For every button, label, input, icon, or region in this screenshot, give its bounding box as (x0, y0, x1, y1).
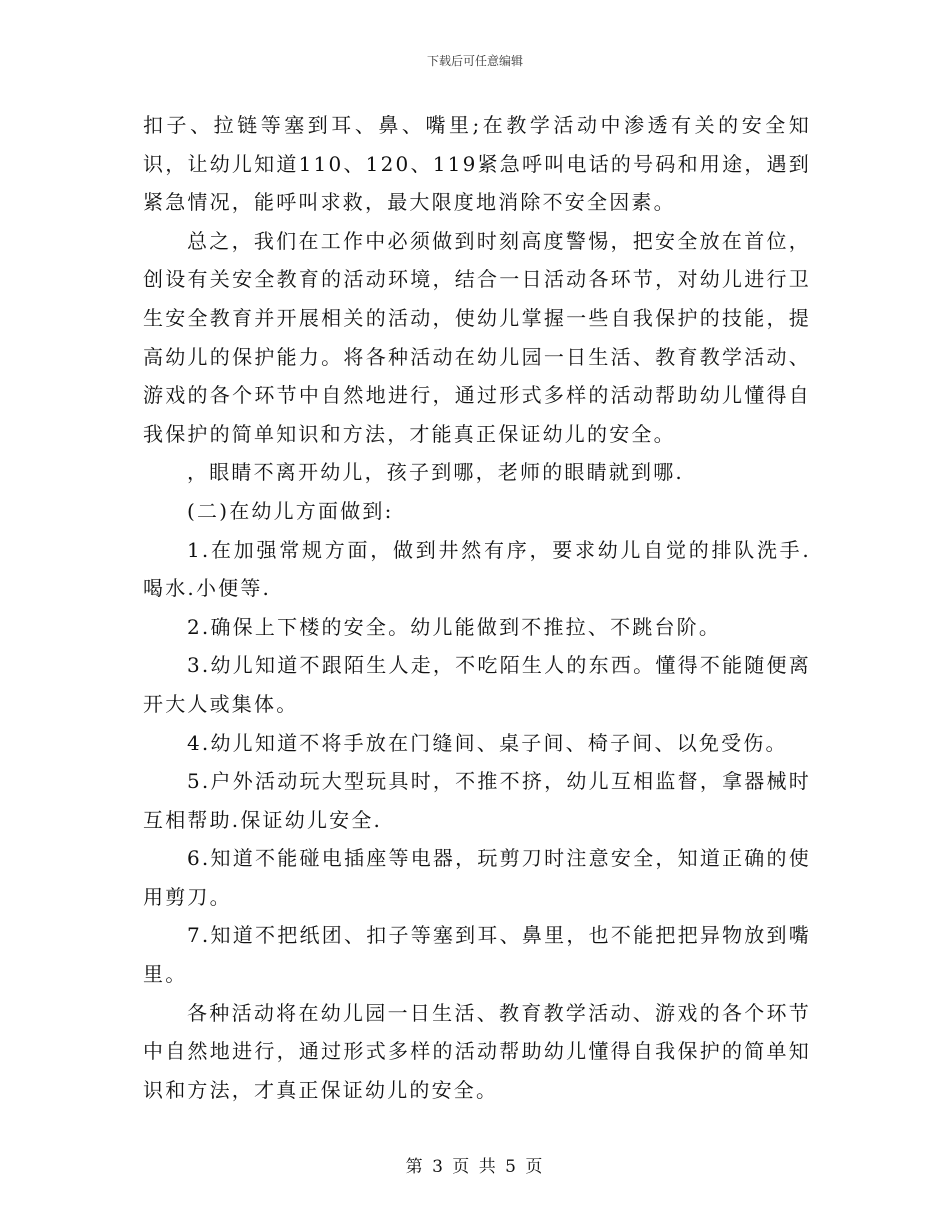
page-number: 第 3 页 共 5 页 (405, 1157, 545, 1177)
paragraph-summary: 总之，我们在工作中必须做到时刻高度警惕，把安全放在首位，创设有关安全教育的活动环境，结合一日活动各环节，对幼儿进行卫生安全教育并开展相关的活动，使幼儿掌握一些自我保护的技能，提高幼儿的保护能力。将各种活动在幼儿园一日生活、教育教学活动、游戏的各个环节中自然地进行，通过形式多样的活动帮助幼儿懂得自我保护的简单知识和方法，才能真正保证幼儿的安全。 (143, 228, 811, 446)
list-item-7: 7.知道不把纸团、扣子等塞到耳、鼻里，也不能把把异物放到嘴里。 (143, 923, 811, 987)
document-body (143, 106, 811, 1109)
list-item-2: 2.确保上下楼的安全。幼儿能做到不推拉、不跳台阶。 (187, 614, 722, 639)
list-item-6: 6.知道不能碰电插座等电器，玩剪刀时注意安全，知道正确的使用剪刀。 (143, 846, 811, 909)
page-header: 下载后可任意编辑 (426, 54, 523, 68)
list-item-5: 5.户外活动玩大型玩具时，不推不挤，幼儿互相监督，拿器械时互相帮助.保证幼儿安全. (143, 769, 811, 832)
paragraph-supervision: ，眼睛不离开幼儿，孩子到哪，老师的眼睛就到哪. (187, 460, 684, 485)
list-item-4: 4.幼儿知道不将手放在门缝间、桌子间、椅子间、以免受伤。 (187, 730, 788, 755)
list-item-3: 3.幼儿知道不跟陌生人走，不吃陌生人的东西。懂得不能随便离开大人或集体。 (143, 653, 811, 716)
section-heading: (二)在幼儿方面做到: (187, 498, 394, 523)
paragraph-continued: 扣子、拉链等塞到耳、鼻、嘴里;在教学活动中渗透有关的安全知识，让幼儿知道110、120、119紧急呼叫电话的号码和用途，遇到紧急情况，能呼叫求救，最大限度地消除不安全因素。 (143, 113, 811, 215)
paragraph-conclusion: 各种活动将在幼儿园一日生活、教育教学活动、游戏的各个环节中自然地进行，通过形式多样的活动帮助幼儿懂得自我保护的简单知识和方法，才真正保证幼儿的安全。 (143, 1000, 811, 1102)
list-item-1: 1.在加强常规方面，做到井然有序，要求幼儿自觉的排队洗手.喝水.小便等. (143, 537, 811, 601)
